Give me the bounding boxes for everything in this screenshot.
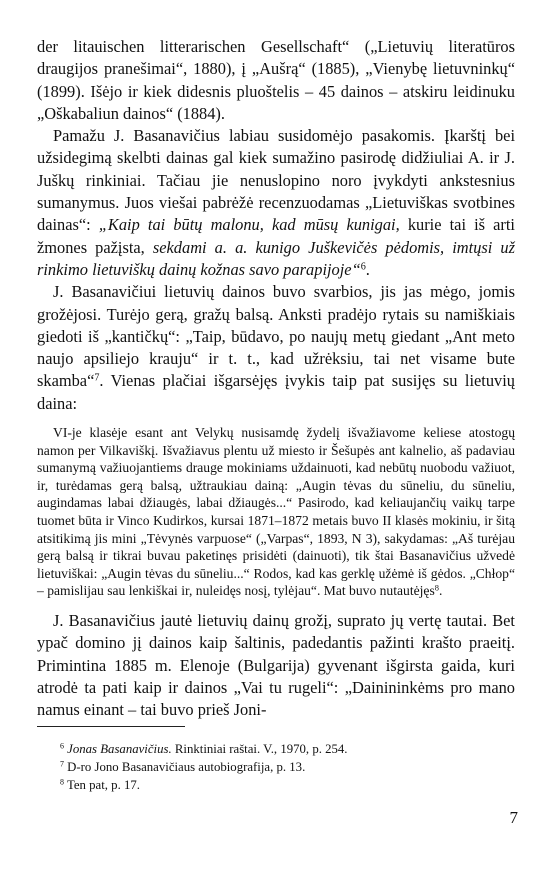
main-text bbox=[37, 36, 515, 721]
footnote-separator bbox=[37, 726, 185, 727]
text-span: VI-je klasėje esant ant Velykų nusisamdę žydelį išvažiavome keliese atostogų namon per Vilkaviškį. Išvažiavus plentu už miesto ir Šešupės ant kalnelio, aš padaviau sumanymą važiuojantiems drauge mokiniams uždainuoti, kad nebūtų nuobodu važiuot, ir, turėdamas gerą balsą, užtraukiau dainą: „Augin tėvas du sūneliu, du sūneliu, augindamas labai džiaugės, labai džiaugės...“ Pasirodo, kad keliaujančių vaikų tarpe tuomet būta ir Vinco Kudirkos, kursai 1871–1872 metais buvo II klasės mokiniu, ir šitą atsitikimą jis mini „Tėvynės varpuose“ („Varpas“, 1893, N 3), sakydamas: „Aš turėjau gerą balsą ir tikrai buvau paketinęs prisidėti (dainuoti), tik štai Basanavičius užvedė lietuviškai: „Augin tėvas du sūneliu...“ Rodos, kad kas gerklę užėmė iš gėdos. „Chłop“ – pamislijau sau lenkiškai ir, nuleidęs nosį, tylėjau“. Mat buvo nutautėjęs bbox=[37, 425, 515, 599]
footnote bbox=[60, 758, 510, 776]
paragraph bbox=[37, 610, 515, 721]
text-span: . bbox=[438, 583, 443, 599]
italic-span: „Kaip tai būtų malonu, kad mūsų kunigai, bbox=[98, 215, 400, 235]
text-span: . bbox=[365, 259, 370, 279]
text-span: D-ro Jono Basanavičiaus autobiografija, p. 13. bbox=[67, 760, 306, 775]
footnote-ref: 7 bbox=[94, 372, 100, 384]
page-number: 7 bbox=[509, 808, 518, 827]
text-span: Ten pat, p. 17. bbox=[66, 778, 140, 793]
paragraph bbox=[37, 125, 515, 281]
paragraph bbox=[37, 36, 515, 125]
block-quote bbox=[37, 424, 515, 600]
italic-span: sekdami a. a. kunigo Juškevičės pėdomis, imtųsi už rinkimo lietuviškų dainų kožnas savo parapijoje“ bbox=[37, 237, 515, 279]
footnote bbox=[60, 776, 510, 794]
footnote-number: 6 bbox=[60, 741, 64, 751]
italic-span: Jonas Basanavičius. bbox=[67, 742, 172, 756]
footnote-ref: 8 bbox=[434, 582, 439, 593]
footnotes bbox=[60, 740, 510, 795]
text-span: J. Basanavičius jautė lietuvių dainų grožį, suprato jų vertę tautai. Bet ypač domino jį dainos kaip šaltinis, padedantis pažinti krašto praeitį. Primintina 1885 m. Elenoje (Bulgarija) gyvenant išgirsta gaida, kuri atrodė ta pati kaip ir dainos „Vai tu rugeli“: „Dainininkėms pro mano namus einant – tai buvo prieš Joni- bbox=[37, 610, 515, 720]
paragraph bbox=[37, 281, 515, 415]
text-span: Rinktiniai raštai. V., 1970, p. 254. bbox=[171, 742, 348, 756]
footnote-ref: 6 bbox=[360, 261, 366, 273]
text-span: der litauischen litterarischen Gesellschaft“ („Lietuvių literatūros draugijos pranešimai“, 1880), į „Aušrą“ (1885), „Vienybę lietuvninkų“ (1899). Išėjo ir kiek didesnis pluoštelis – 45 dainos – atskiru leidinuku „Oškabaliun dainos“ (1884). bbox=[37, 37, 515, 123]
text-span: J. Basanavičiui lietuvių dainos buvo svarbios, jis jas mėgo, jomis grožėjosi. Turėjo gerą, gražų balsą. Anksti pradėjo rytais su namiškiais giedoti iš „kantičkų“: „Taip, būdavo, po naujų metų giedant „Ant meto naujo apsiliejo krauju“ ir t. t., kad užrėksiu, tai net visame bute skamba“ bbox=[37, 282, 515, 391]
footnote bbox=[60, 740, 510, 758]
text-span: Pamažu J. Basanavičius labiau susidomėjo pasakomis. Įkarštį bei užsidegimą skelbti dainas gal kiek sumažino pasirodę didžiuliai A. ir J. Juškų rinkiniai. Tačiau jie nenuslopino noro įvykdyti ankstesnius sumanymus. Juos viešai pabrėžė recenzuodamas „Lietuviškas svotbines dainas“: bbox=[37, 126, 515, 235]
footnote-number: 7 bbox=[60, 759, 64, 769]
text-span: . Vienas plačiai išgarsėjęs įvykis taip pat susijęs su lietuvių daina: bbox=[37, 371, 515, 413]
footnote-number: 8 bbox=[60, 778, 64, 788]
text-span: kurie tai iš arti žmones pažįsta, bbox=[37, 215, 515, 257]
